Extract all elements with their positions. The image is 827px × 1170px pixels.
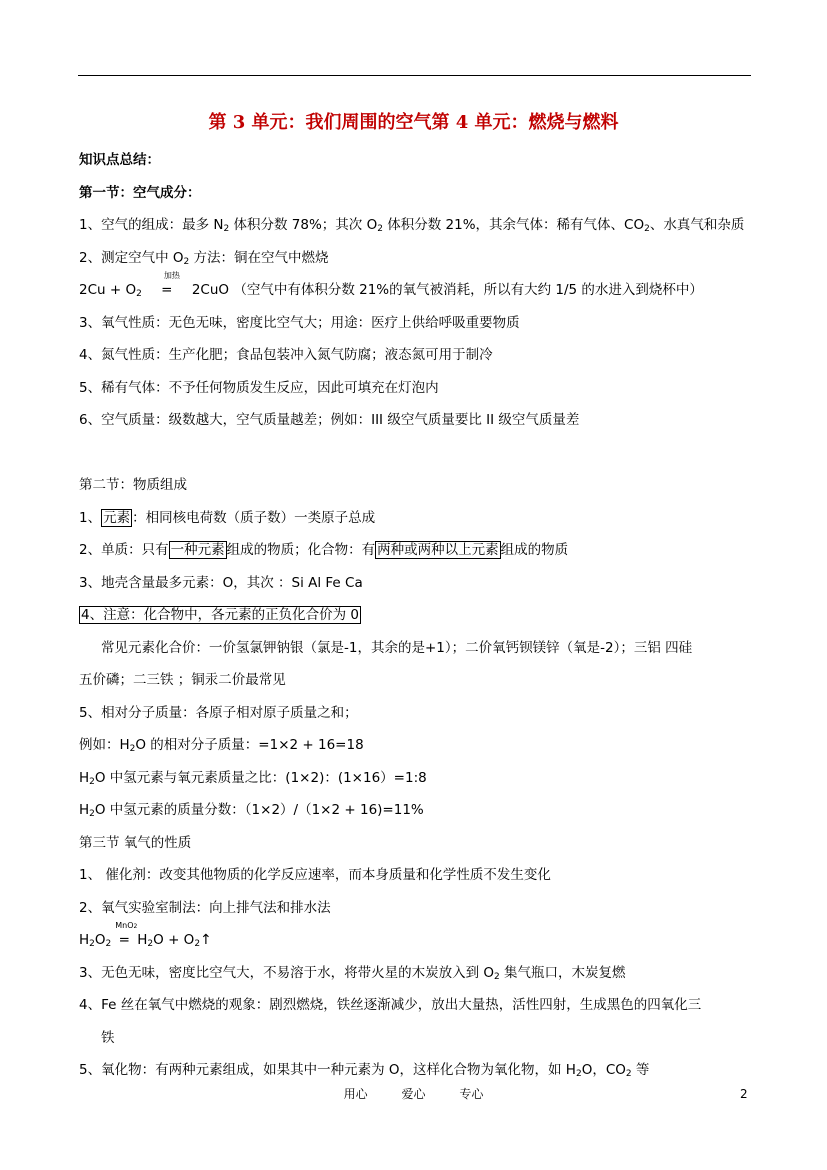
s2-line-3: 3、地壳含量最多元素：O，其次 ：Si Al Fe Ca bbox=[79, 575, 363, 591]
s2-valence-line-b: 五价磷；二三铁 ；铜汞二价最常见 bbox=[79, 672, 286, 688]
s1-line-5: 5、稀有气体：不予任何物质发生反应，因此可填充在灯泡内 bbox=[79, 380, 439, 396]
boxed-note: 4、注意：化合物中，各元素的正负化合价为 0 bbox=[81, 607, 359, 623]
boxed-term: 一种元素 bbox=[170, 542, 225, 558]
page-title: 第 3 单元：我们周围的空气第 4 单元：燃烧与燃料 bbox=[208, 112, 619, 133]
s3-line-1: 1、 催化剂：改变其他物质的化学反应速率，而本身质量和化学性质不发生变化 bbox=[79, 867, 551, 883]
s3-line-5: 5、氧化物：有两种元素组成，如果其中一种元素为 O，这样化合物为氧化物，如 $H_2O$，$CO_2$ 等 bbox=[79, 1062, 650, 1079]
s1-line-2: 2、测定空气中 $O_2$ 方法：铜在空气中燃烧 bbox=[79, 250, 329, 267]
footer-item: 用心 bbox=[343, 1087, 368, 1101]
gas-arrow-icon: ↑ bbox=[200, 932, 212, 948]
s3-line-4b: 铁 bbox=[101, 1030, 115, 1046]
header-rule bbox=[78, 75, 751, 76]
section-3-heading: 第三节 氧气的性质 bbox=[79, 835, 192, 851]
section-2-heading: 第二节：物质组成 bbox=[79, 477, 187, 493]
s2-line-7: $H_2O$ 中氢元素与氧元素质量之比：(1×2)：(1×16）=1:8 bbox=[79, 770, 427, 787]
s2-line-6: 例如：$H_2O$ 的相对分子质量：=1×2 + 16=18 bbox=[79, 737, 364, 754]
page-footer bbox=[0, 1086, 827, 1102]
s3-line-3: 3、无色无味，密度比空气大，不易溶于水，将带火星的木炭放入到 $O_2$ 集气瓶口，木炭复燃 bbox=[79, 965, 626, 982]
s3-equation: $H_2O_2$ MnO2 = $H_2O$ + $O_2↑$ bbox=[79, 921, 212, 949]
s3-line-2: 2、氧气实验室制法：向上排气法和排水法 bbox=[79, 900, 331, 916]
s2-line-4 bbox=[79, 605, 361, 625]
summary-heading: 知识点总结： bbox=[79, 152, 160, 168]
s1-line-1: 1、空气的组成：最多 $N_2$ 体积分数 78%；其次 $O_2$ 体积分数 21%，其余气体：稀有气体、$CO_2$、水真气和杂质 bbox=[79, 217, 745, 234]
s2-line-2: 2、单质：只有 一种元素 组成的物质；化合物：有 两种或两种以上元素 组成的物质 bbox=[79, 542, 569, 558]
s1-line-3: 3、氧气性质：无色无味，密度比空气大；用途：医疗上供给呼吸重要物质 bbox=[79, 315, 520, 331]
s2-line-1: 1、 元素 ：相同核电荷数（质子数）一类原子总成 bbox=[79, 510, 376, 526]
page-number: 2 bbox=[740, 1087, 748, 1101]
footer-item: 专心 bbox=[459, 1087, 484, 1101]
section-1-heading: 第一节：空气成分： bbox=[79, 185, 201, 201]
boxed-term: 元素 bbox=[103, 510, 131, 526]
s2-line-5: 5、相对分子质量：各原子相对原子质量之和； bbox=[79, 705, 358, 721]
s1-line-4: 4、氮气性质：生产化肥；食品包装冲入氮气防腐；液态氮可用于制冷 bbox=[79, 347, 493, 363]
s2-line-8: $H_2O$ 中氢元素的质量分数：（1×2）/（1×2 + 16)=11% bbox=[79, 802, 424, 819]
s2-valence-line-a: 常见元素化合价：一价氢氯钾钠银（氯是-1，其余的是+1）；二价氧钙钡镁锌（氧是-2）；三铝 四硅 bbox=[101, 640, 693, 656]
s1-line-6: 6、空气质量：级数越大，空气质量越差；例如：III 级空气质量要比 II 级空气质量差 bbox=[79, 412, 580, 428]
s3-line-4a: 4、Fe 丝在氧气中燃烧的观象：剧烈燃烧，铁丝逐渐减少，放出大量热，活性四射，生成黑色的四氧化三 bbox=[79, 997, 702, 1013]
boxed-term: 两种或两种以上元素 bbox=[377, 542, 499, 558]
footer-item: 爱心 bbox=[401, 1087, 426, 1101]
s1-equation: $2Cu + O_2$ 加热 = 2CuO （空气中有体积分数 21%的氧气被消耗，所以有大约 1/5 的水进入到烧杯中） bbox=[79, 271, 703, 299]
